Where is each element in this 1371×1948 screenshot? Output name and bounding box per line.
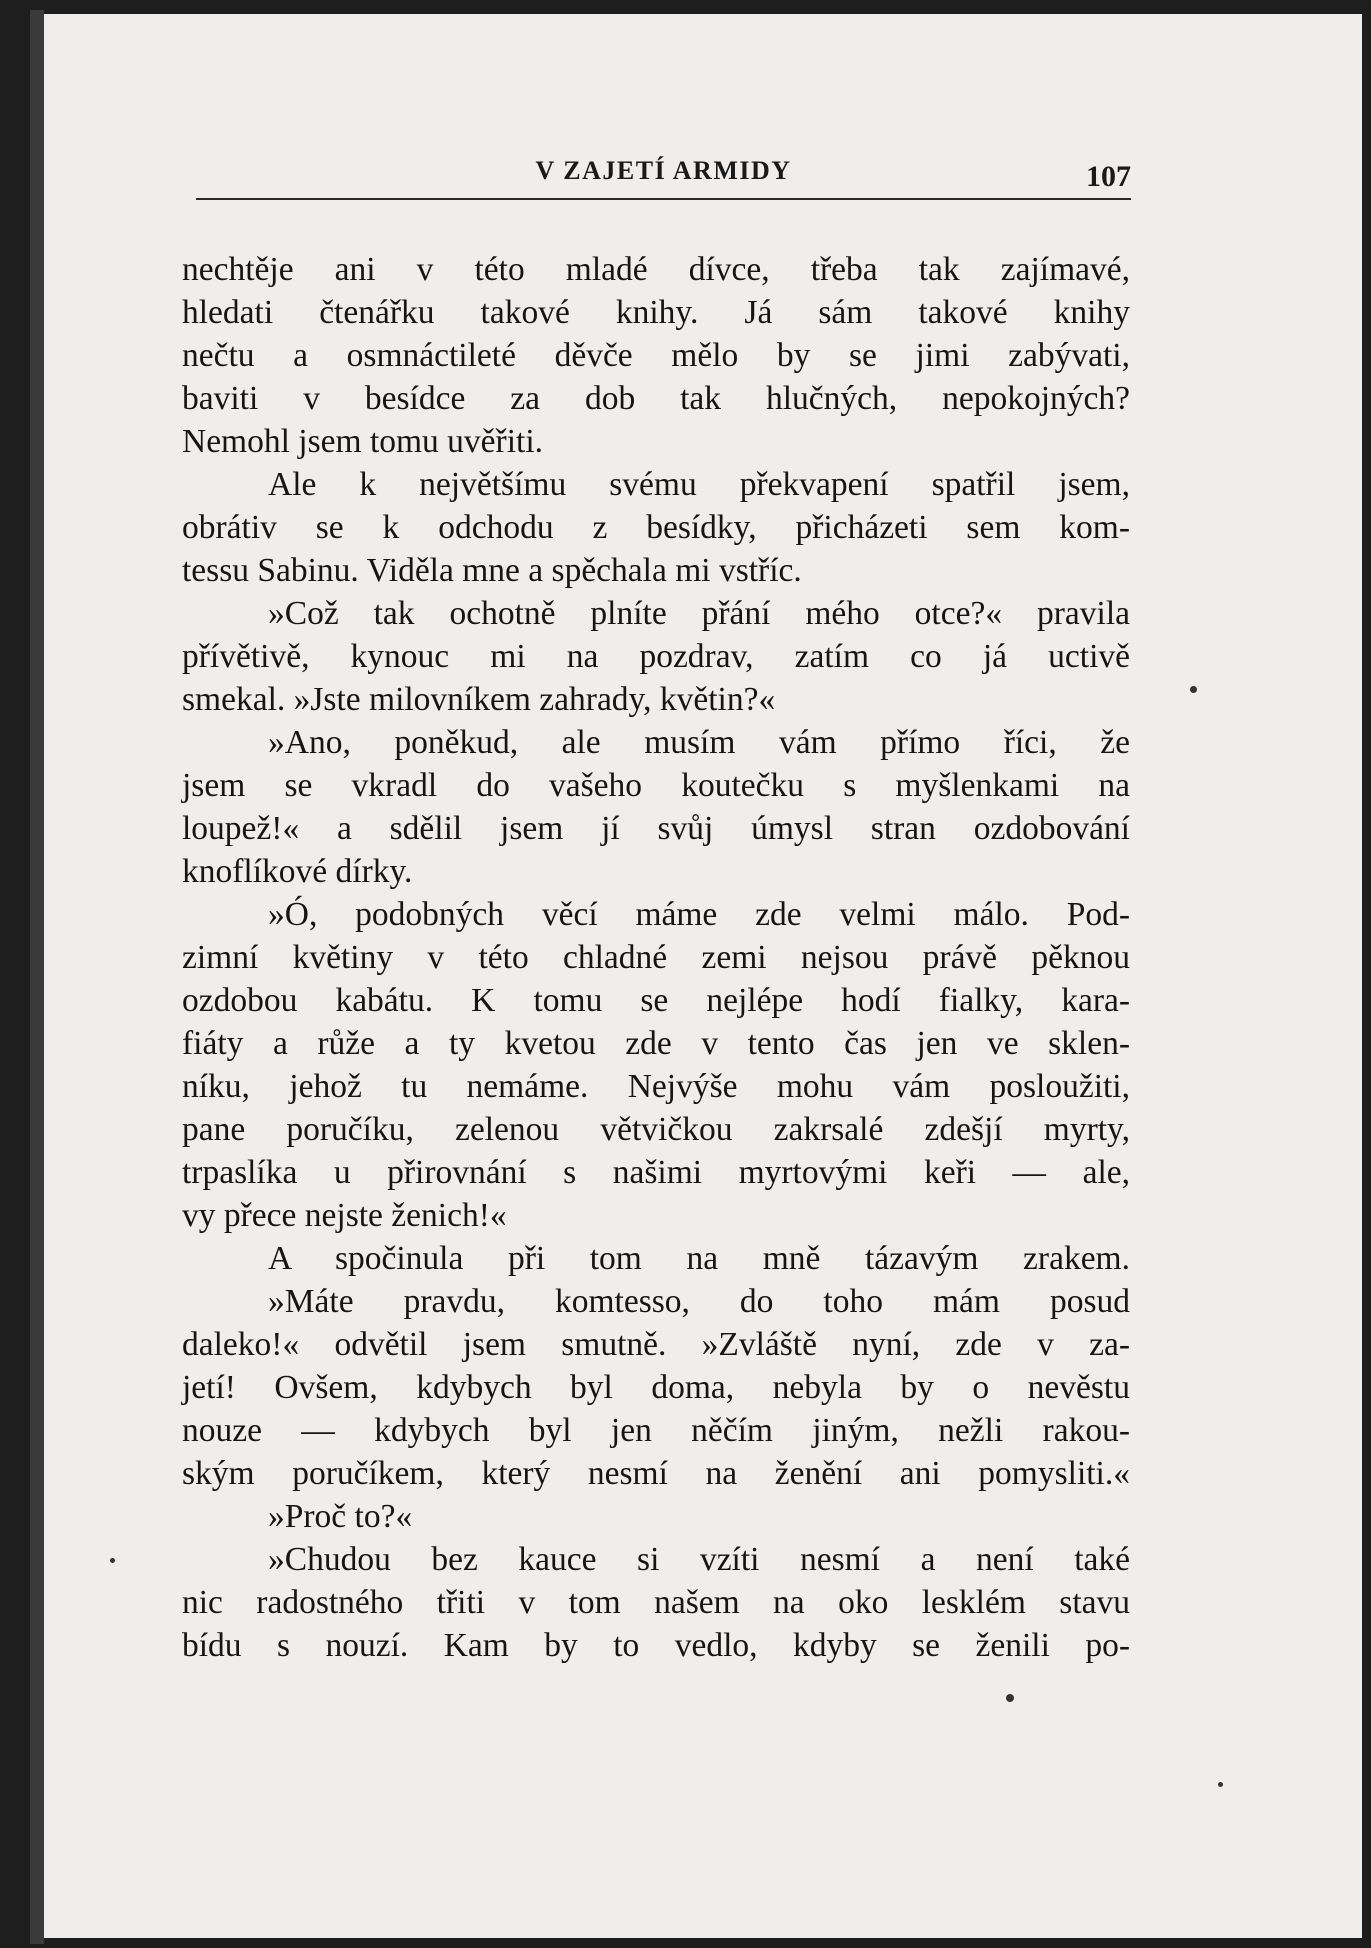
scan-speck [1006,1694,1014,1702]
text-line: »Ano, poněkud, ale musím vám přímo říci, že [268,724,1130,761]
text-line: hledati čtenářku takové knihy. Já sám takové knihy [182,294,1130,331]
text-line: zimní květiny v této chladné zemi nejsou právě pěknou [182,939,1130,976]
header-rule [196,198,1131,200]
scan-speck [1218,1782,1223,1787]
text-line: loupež!« a sdělil jsem jí svůj úmysl stran ozdobování [182,810,1130,847]
text-line: ským poručíkem, který nesmí na ženění ani pomysliti.« [182,1455,1130,1492]
text-line: tessu Sabinu. Viděla mne a spěchala mi vstříc. [182,552,802,589]
text-line: smekal. »Jste milovníkem zahrady, květin?« [182,681,776,718]
text-line: A spočinula při tom na mně tázavým zrakem. [268,1240,1130,1277]
text-line: trpaslíka u přirovnání s našimi myrtovými keři — ale, [182,1154,1130,1191]
text-line: daleko!« odvětil jsem smutně. »Zvláště nyní, zde v za- [182,1326,1130,1363]
scan-speck [110,1558,115,1563]
text-line: nechtěje ani v této mladé dívce, třeba tak zajímavé, [182,251,1130,288]
text-line: »Chudou bez kauce si vzíti nesmí a není také [268,1541,1130,1578]
text-line: nečtu a osmnáctileté děvče mělo by se jimi zabývati, [182,337,1130,374]
text-line: knoflíkové dírky. [182,853,413,890]
text-line: »Což tak ochotně plníte přání mého otce?« pravila [268,595,1130,632]
text-line: obrátiv se k odchodu z besídky, přicházeti sem kom- [182,509,1130,546]
page-header [196,156,1131,200]
text-line: baviti v besídce za dob tak hlučných, nepokojných? [182,380,1130,417]
text-line: pane poručíku, zelenou větvičkou zakrsalé zdešjí myrty, [182,1111,1130,1148]
text-line: »Máte pravdu, komtesso, do toho mám posud [268,1283,1130,1320]
text-line: Ale k největšímu svému překvapení spatřil jsem, [268,466,1130,503]
text-line: nic radostného třiti v tom našem na oko lesklém stavu [182,1584,1130,1621]
text-line: »Ó, podobných věcí máme zde velmi málo. Pod- [268,896,1130,933]
scan-speck [1190,686,1197,693]
text-line: vy přece nejste ženich!« [182,1197,507,1234]
page-number: 107 [1086,160,1131,193]
text-line: Nemohl jsem tomu uvěřiti. [182,423,544,460]
page-binding-edge [30,10,44,1944]
text-line: bídu s nouzí. Kam by to vedlo, kdyby se ženili po- [182,1627,1130,1664]
text-line: jetí! Ovšem, kdybych byl doma, nebyla by o nevěstu [182,1369,1130,1406]
text-line: »Proč to?« [268,1498,413,1535]
body-text [182,248,1130,1667]
text-line: níku, jehož tu nemáme. Nejvýše mohu vám posloužiti, [182,1068,1130,1105]
text-line: přívětivě, kynouc mi na pozdrav, zatím co já uctivě [182,638,1130,675]
text-line: ozdobou kabátu. K tomu se nejlépe hodí fialky, kara- [182,982,1130,1019]
text-line: fiáty a růže a ty kvetou zde v tento čas jen ve sklen- [182,1025,1130,1062]
running-title: V ZAJETÍ ARMIDY [535,156,792,185]
text-line: nouze — kdybych byl jen něčím jiným, nežli rakou- [182,1412,1130,1449]
text-line: jsem se vkradl do vašeho koutečku s myšlenkami na [182,767,1130,804]
